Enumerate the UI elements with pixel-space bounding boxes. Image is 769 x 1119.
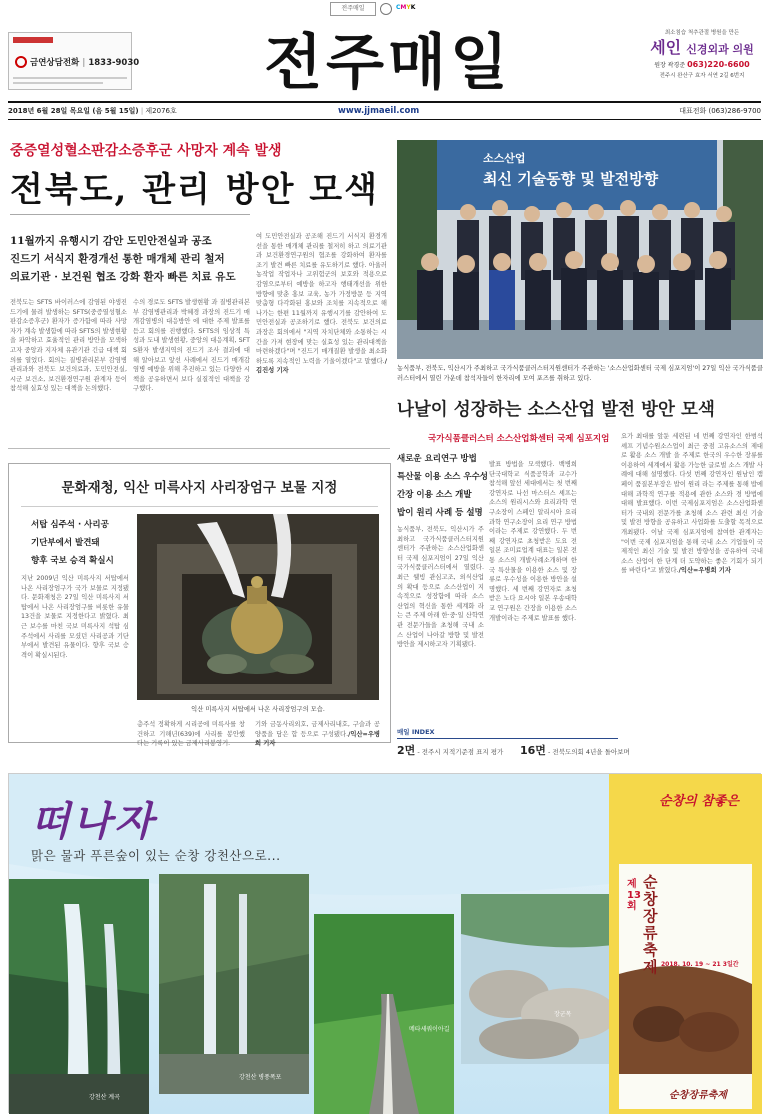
lead-headline: 전북도, 관리 방안 모색 <box>10 170 379 210</box>
culture-deck-1: 서탑 심주석 · 사리공 <box>31 520 109 530</box>
culture-body-col-2: 층주석 정확하게 시리공에 미륵사를 창건하고 기해년(639)에 사리를 봉안했다는 기록이 있는 금제사리봉영기. <box>137 721 245 748</box>
festival-logo: 순창의 참좋은 <box>659 794 739 809</box>
right-ad-brand2: 신경외과 의원 <box>686 43 754 56</box>
festival-name: 순창장류축제 <box>643 873 658 976</box>
forum-body-col-2: 발표 방법을 모색했다. 백병희 단국대학교 식품공학과 교수가 참석해 앞선 세대에서는 첫 번째 강연자로 나선 마스터스 셰프는 소스의 원리시스와 요리과학 연구소장이 스페인 알리시아 요리과학 연구소장이 요리 연구 방법 이라는 주제로 강연했다. 두 번째 강연자로 초청받은 도요 전 일본 조미료업계 대표는 일본 전통 소스의 개발사례소개하며 한국 특산물을 이용한 소스 및 장류로 우수성을 이용한 방안을 설명했다. 세 번째 강연자로 초청받은 노다 요시야 일본 우송대학교 연구원은 간장을 이용한 소스개발이라는 주제로 발표를 했다. <box>489 461 577 622</box>
dateline: 2018년 6월 28일 목요일 (음 5월 15일) | 제2076호 www.jjmaeil.com 대표전화 (063)286-9700 <box>8 106 761 116</box>
index-title: 매일 INDEX <box>397 728 435 736</box>
relic-photo <box>137 514 379 700</box>
festival-dates: 2018. 10. 19 ~ 21 3일간 <box>661 961 739 968</box>
forum-body-col-1: 농식품부, 전북도, 익산시가 주최하고 국가식품클러스터지원센터가 주관하는 소스산업화센터 국제 심포지엄이 27일 익산 국가식품클러스터에서 열렸다. 최근 웰빙 관심고조, 외식산업의 확대 등으로 소스산업이 지속적으로 성장함에 따라 소스 산업의 혁신을 통한 세계화 라는 큰 주제 아래 한·중·일 산학연관 전문가들을 초청해 국내 소스 산업이 나아갈 방향 및 발전 방안을 제시하고자 기획됐다. <box>397 526 485 649</box>
issue-date: 2018년 6월 28일 목요일 (음 5월 15일) <box>8 107 139 115</box>
main-phone: 대표전화 (063)286-9700 <box>679 107 761 115</box>
forum-deck-1: 새로운 요리연구 방법 <box>397 454 477 464</box>
site-url[interactable]: www.jjmaeil.com <box>338 106 420 116</box>
forum-headline: 나날이 성장하는 소스산업 발전 방안 모색 <box>397 400 715 420</box>
culture-body-col-1: 지난 2009년 익산 미륵사지 서탑에서 나온 사리장엄구가 국가 보물로 지정됐다. 문화재청은 27일 익산 미륵사지 서탑에서 나온 사리장엄구를 비롯한 유물 13건을 보물로 지정한다고 밝혔다. 최근 보수를 마친 국보 미륵사지 석탑 심주석에서 사리를 모셨던 사리공과 기단부에서 발견된 유물이다. 향후 국보 승격이 확실시된다. <box>21 575 129 659</box>
lead-deck-2: 진드기 서식지 환경개선 통한 매개체 관리 철저 <box>10 253 225 265</box>
left-ad-box: 금연상담전화 | 1833-9030 <box>8 32 132 90</box>
culture-deck-3: 향후 국보 승격 확실시 <box>31 556 114 566</box>
left-ad-number: 1833-9030 <box>88 58 140 68</box>
lead-body-col-1: 전북도는 SFTS 바이러스에 감염된 야생진드기에 물려 발생하는 SFTS(중증열성혈소판감소증후군) 환자가 증가함에 따라 사망자가 계속 발생함에 따라 SFTS의 발생현황을 파악하고 효율적인 관리 방안을 모색하고자 중앙과 지자체 유관기관 긴급 대책 회의를 열었다. 회의는 질병관리본부 감염병관리과와 전북도 보건의료과, 도민안전실, 시군 보건소, 보건환경연구원 관계자 등이 참석해 실효성 있는 대책을 논의했다. <box>10 299 127 393</box>
lead-deck-3: 의료기관 · 보건원 협조 강화 환자 빠른 치료 유도 <box>10 271 236 283</box>
lead-body-col-3: 여 도민안전실과 공조해 진드기 서식지 환경개선을 통한 매개체 관리를 철저히 하고 의료기관과 보건환경연구원의 협조를 강화하여 환자를 조기 발견 빠른 치료를 유도하기로 했다. 아울러 농작업 작업자나 고위험군의 보호와 적용으로 감염으로부터 예방을 하고자 행태개선을 위한 방향에 맞춘 홍보 교육, 농가 가정방문 등 지역 맞춤형 다각화된 홍보와 조치를 지속적으로 해나가는 한편 11월까지 유행시기를 감안하여 도민안전실과 공조하기로 했다. 전북도 보건의료과장은 회의에서 "지역 자치단체와 소통하는 시간을 가져 현장에 맞는 실효성 있는 관리대책을 마련하겠다"며 "진드기 매개질환 발생을 최소화하도록 지속적인 노력을 기울이겠다"고 말했다./김진성 기자 <box>256 233 387 375</box>
forum-body-col-3: 요가 최대를 앞둔 세련된 네 번째 강연자인 한범석 셰프 기념수원소스업이 최근 중점 고유소스의 제대로 활용 소스 개발 을 주제로 한국의 우수한 장류를 이용하여 세계에서 활용 가능한 글로벌 소스 개발 사례에 대해 설명했다. 다섯 번째 강연자인 원남인 캠페이 품질본부장은 밥이 원리 라는 주제를 통해 밥에 대해 과학적 연구를 적용에 관한 소스와 경 방법에 대해 발표했다. 이번 국제심포지엄은 소스산업화센터가 국내외 전문가를 초청해 소스 관련 최신 기술 및 발전 방향을 공유하고 사업화를 도출할 목적으로 개최됐다. 이날 국제 심포지엄에 참여한 관계자는 "이번 국제 심포지엄을 통해 국내 소스 기업들이 국제적인 최신 기술 및 발전 방향성을 공유하여 국내 소스 산업이 한 단계 더 도약하는 좋은 기회가 되기를 바란다"고 밝혔다./익산=우병희 기자 <box>621 433 763 575</box>
print-mark: 전주매일 <box>330 2 376 16</box>
ad-title: 떠나자 <box>31 799 156 845</box>
culture-byline: /익산=우병희 기자 <box>255 730 380 748</box>
culture-headline: 문화재청, 익산 미륵사지 사리장엄구 보물 지정 <box>61 480 338 496</box>
right-ad-box: 최소침습 척추관절 병원을 만든 세인 신경외과 의원 원장 곽경준 063)220-6600 전주시 완산구 효자 서연 2길 6번지 <box>640 28 764 92</box>
no-smoking-icon <box>15 56 27 68</box>
relic-caption: 익산 미륵사지 서탑에서 나온 사리장엄구의 모습. <box>191 706 325 713</box>
forum-photo <box>397 140 763 359</box>
photo-banner: 최신 기술동향 및 발전방향 <box>483 170 659 188</box>
index-item-2[interactable]: 16면 - 전북도의회 4년을 돌아보며 <box>520 744 630 757</box>
register-mark <box>380 3 392 15</box>
relic-illustration <box>137 514 379 700</box>
lead-deck-1: 11월까지 유행시기 감안 도민안전실과 공조 <box>10 235 212 247</box>
photo-label-3: 메타세쿼이아길 <box>409 1026 450 1033</box>
culture-box <box>8 463 391 748</box>
ad-tagline: 맑은 물과 푸른숲이 있는 순창 강천산으로... <box>31 848 281 863</box>
index-item-1[interactable]: 2면 - 전주시 지적기준점 표지 평가 <box>397 744 504 757</box>
forum-byline: /익산=우병희 기자 <box>678 567 731 575</box>
forum-deck-3: 간장 이용 소스 개발 <box>397 490 472 500</box>
right-ad-address: 전주시 완산구 효자 서연 2길 6번지 <box>659 73 745 79</box>
festival-footer: 순창장류축제 <box>669 1090 727 1101</box>
forum-deck-2: 특산물 이용 소스 우수성 <box>397 472 488 482</box>
photo-label-1: 강천산 계곡 <box>89 1094 120 1101</box>
lead-body-col-2: 수의 경로도 SFTS 발생현황 과 질병관리본부 감염병관리과 박혜경 과장의 진드기 매개감염병의 대응방안 에 대한 주제 발표를 듣고 회의를 진행했다. SFTS의 임상적 특성과 도내 발생현황, 중앙의 대응계획, SFTS환자 발생지역의 진드기 조사 결과에 대해 알아보고 앞선 사례에서 진드기 매개감염병 예방을 위해 추진하고 있는 다양한 시책을 공유하면서 보다 실질적인 대책을 강구했다. <box>133 299 250 393</box>
photo-label-4: 장군목 <box>554 1011 572 1018</box>
forum-deck-4: 밥이 원리 사례 등 설명 <box>397 508 483 518</box>
photo-banner-top: 소스산업 <box>483 152 526 165</box>
right-ad-brand: 세인 <box>650 38 682 57</box>
festival-number: 제13회 <box>627 879 641 912</box>
masthead-title: 전주매일 <box>264 28 512 98</box>
tourism-ad <box>8 773 761 1113</box>
cmyk-mark: CMYK <box>396 4 416 11</box>
lead-byline: /김진성 기자 <box>256 357 387 375</box>
lead-kicker: 중증열성혈소판감소증후군 사망자 계속 발생 <box>10 143 282 159</box>
issue-number: 제2076호 <box>145 107 177 115</box>
culture-body-col-3: 기와 금동사리외호, 금제사리내호, 구슬과 공양품을 담은 합 등으로 구성됐다./익산=우병희 기자 <box>255 721 380 748</box>
culture-deck-2: 기단부에서 발견돼 <box>31 538 100 548</box>
forum-photo-caption: 농식품부, 전북도, 익산시가 주최하고 국가식품클러스터지원센터가 주관하는 '소스산업화센터 국제 심포지엄'이 27일 익산 국가식품클러스터에서 열린 가운데 참석자들이 한자리에 모여 포즈를 취하고 있다. <box>397 365 763 382</box>
photo-label-2: 강천산 병풍폭포 <box>239 1074 282 1081</box>
right-ad-phone: 063)220-6600 <box>687 60 750 69</box>
forum-group-illustration <box>397 140 763 359</box>
left-ad-label: 금연상담전화 <box>30 58 80 68</box>
right-ad-top: 최소침습 척추관절 병원을 만든 <box>664 30 740 36</box>
forum-kicker: 국가식품클러스터 소스산업화센터 국제 심포지엄 <box>428 434 610 444</box>
